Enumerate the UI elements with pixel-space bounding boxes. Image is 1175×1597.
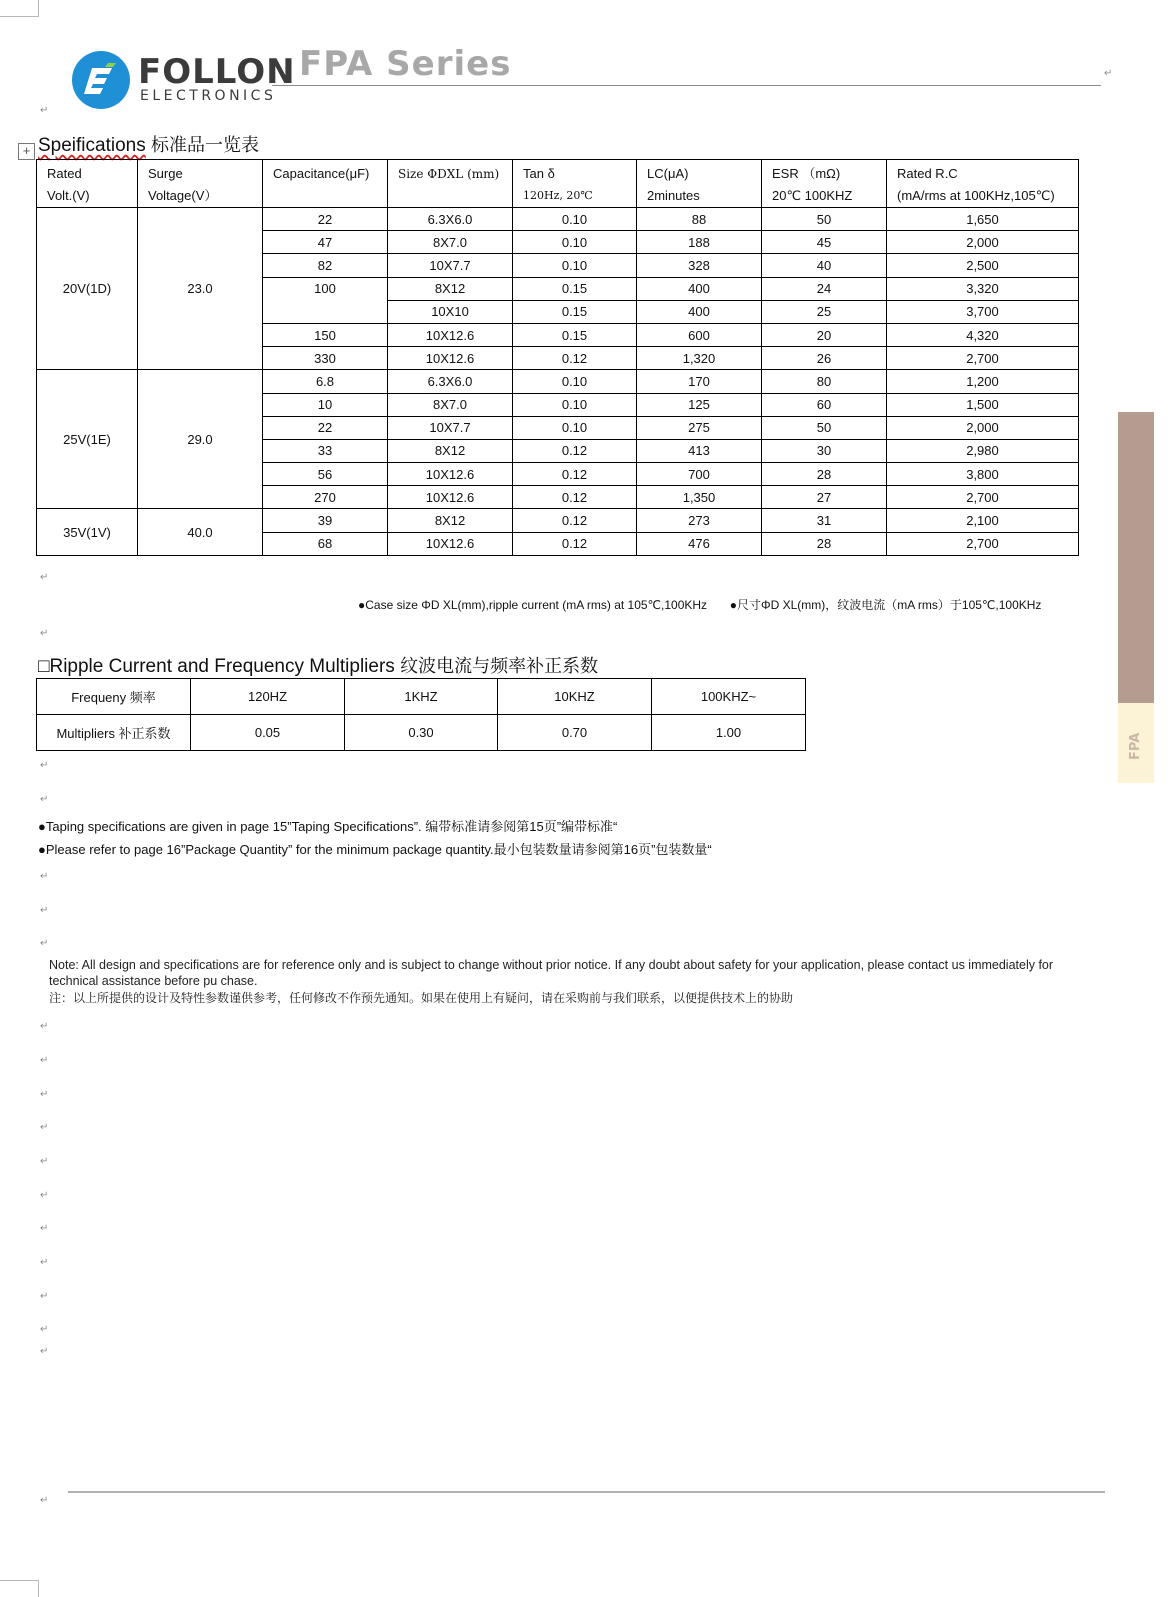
taping-note: ●Taping specifications are given in page 15”Taping Specifications”. 编带标准请参阅第15页”编带标准“ (38, 819, 618, 834)
header-surge-voltage (138, 160, 263, 208)
surge-voltage-cell: 23.0 (138, 208, 263, 370)
paragraph-mark: ↵ (40, 1122, 49, 1133)
esr-cell: 80 (762, 370, 887, 393)
package-note: ●Please refer to page 16”Package Quantity” for the minimum package quantity.最小包装数量请参阅第16页”包装数量“ (38, 842, 712, 857)
lc-cell: 273 (637, 509, 762, 532)
tan-cell: 0.10 (513, 231, 637, 254)
size-cell: 10X12.6 (388, 347, 513, 370)
header-surge-line1: Surge (148, 166, 183, 181)
ripple-current-cell: 3,320 (887, 277, 1079, 300)
esr-cell: 50 (762, 208, 887, 231)
capacitance-cell: 22 (263, 208, 388, 231)
size-cell: 8X7.0 (388, 231, 513, 254)
brand-subtitle: ELECTRONICS (140, 88, 277, 104)
ripple-current-cell: 2,700 (887, 532, 1079, 555)
paragraph-mark: ↵ (40, 1291, 49, 1302)
paragraph-mark: ↵ (40, 1257, 49, 1268)
side-tab (1118, 412, 1154, 703)
lc-cell: 700 (637, 463, 762, 486)
paragraph-mark: ↵ (40, 1223, 49, 1234)
ripple-current-cell: 2,700 (887, 486, 1079, 509)
header-lc-line2: 2minutes (647, 188, 700, 203)
header-lc-line1: LC(μA) (647, 166, 689, 181)
paragraph-mark: ↵ (40, 871, 49, 882)
paragraph-mark: ↵ (40, 1190, 49, 1201)
paragraph-mark: ↵ (40, 572, 49, 583)
lc-cell: 1,320 (637, 347, 762, 370)
spec-title-zh: 标准品一览表 (151, 135, 260, 156)
tan-cell: 0.12 (513, 532, 637, 555)
lc-cell: 88 (637, 208, 762, 231)
ripple-current-cell: 2,980 (887, 439, 1079, 462)
ripple-current-cell: 2,500 (887, 254, 1079, 277)
lc-cell: 476 (637, 532, 762, 555)
esr-cell: 40 (762, 254, 887, 277)
header-rule (272, 85, 1101, 86)
capacitance-cell: 47 (263, 231, 388, 254)
capacitance-cell: 56 (263, 463, 388, 486)
esr-cell: 28 (762, 463, 887, 486)
paragraph-mark: ↵ (40, 1156, 49, 1167)
frequency-cell: 100KHZ~ (652, 679, 806, 715)
header-tan-line1: Tan δ (523, 166, 555, 181)
table-move-handle-icon[interactable]: + (18, 143, 35, 160)
lc-cell: 1,350 (637, 486, 762, 509)
header-tan-line2: 120Hz, 20℃ (523, 189, 593, 202)
multiplier-cell: 0.70 (498, 715, 652, 751)
frequency-row (37, 679, 806, 715)
esr-cell: 30 (762, 439, 887, 462)
header-tan (513, 160, 637, 208)
tan-cell: 0.15 (513, 300, 637, 323)
table-row (37, 208, 1079, 231)
ripple-current-cell: 2,000 (887, 416, 1079, 439)
esr-cell: 26 (762, 347, 887, 370)
ripple-current-cell: 4,320 (887, 323, 1079, 346)
header-ripple-current (887, 160, 1079, 208)
size-cell: 10X12.6 (388, 486, 513, 509)
esr-cell: 27 (762, 486, 887, 509)
spec-section-title (38, 131, 259, 157)
ripple-title-en: □Ripple Current and Frequency Multipliers (38, 656, 395, 677)
header-esr (762, 160, 887, 208)
spec-table (36, 159, 1079, 556)
header-surge-line2: Voltage(V） (148, 188, 218, 203)
header-capacitance-text: Capacitance(μF) (273, 166, 370, 181)
capacitance-cell: 68 (263, 532, 388, 555)
esr-cell: 25 (762, 300, 887, 323)
rated-volt-cell: 35V(1V) (37, 509, 138, 555)
ripple-current-cell: 2,000 (887, 231, 1079, 254)
series-title: FPA Series (299, 44, 512, 84)
table-row (37, 509, 1079, 532)
tan-cell: 0.10 (513, 254, 637, 277)
paragraph-mark: ↵ (40, 1089, 49, 1100)
tan-cell: 0.12 (513, 463, 637, 486)
frequency-label: Frequeny 频率 (37, 679, 191, 715)
esr-cell: 28 (762, 532, 887, 555)
tan-cell: 0.10 (513, 416, 637, 439)
tan-cell: 0.12 (513, 486, 637, 509)
esr-cell: 50 (762, 416, 887, 439)
esr-cell: 20 (762, 323, 887, 346)
lc-cell: 328 (637, 254, 762, 277)
size-cell: 8X12 (388, 439, 513, 462)
header-size-text: Size ΦDXL (mm) (398, 167, 500, 181)
capacitance-cell: 330 (263, 347, 388, 370)
size-cell: 10X12.6 (388, 463, 513, 486)
paragraph-mark: ↵ (40, 628, 49, 639)
spec-title-en: Speifications (38, 135, 146, 156)
capacitance-cell: 270 (263, 486, 388, 509)
ripple-title-zh: 纹波电流与频率补正系数 (400, 656, 599, 677)
tan-cell: 0.10 (513, 370, 637, 393)
paragraph-mark: ↵ (40, 1324, 49, 1335)
capacitance-cell: 22 (263, 416, 388, 439)
capacitance-cell: 33 (263, 439, 388, 462)
brand-name: FOLLON (138, 52, 296, 92)
header-rated-line1: Rated (47, 166, 82, 181)
header-rated-line2: Volt.(V) (47, 188, 90, 203)
tan-cell: 0.12 (513, 509, 637, 532)
size-cell: 8X12 (388, 509, 513, 532)
tan-cell: 0.12 (513, 439, 637, 462)
paragraph-mark: ↵ (40, 1346, 49, 1357)
disclaimer-en: Note: All design and specifications are for reference only and is subject to change without prior notice. If any doubt about safety for your application, please contact us immediately for technical assistance before pu chase. (49, 958, 1054, 988)
multiplier-table (36, 678, 806, 751)
disclaimer-zh: 注：以上所提供的设计及特性参数谨供参考，任何修改不作预先通知。如果在使用上有疑问，请在采购前与我们联系，以便提供技术上的协助 (49, 991, 794, 1005)
surge-voltage-cell: 29.0 (138, 370, 263, 509)
ripple-current-cell: 2,100 (887, 509, 1079, 532)
capacitance-cell: 6.8 (263, 370, 388, 393)
size-cell: 8X7.0 (388, 393, 513, 416)
multiplier-cell: 0.30 (345, 715, 498, 751)
tan-cell: 0.12 (513, 347, 637, 370)
esr-cell: 24 (762, 277, 887, 300)
capacitance-cell: 10 (263, 393, 388, 416)
size-cell: 10X7.7 (388, 416, 513, 439)
surge-voltage-cell: 40.0 (138, 509, 263, 555)
lc-cell: 600 (637, 323, 762, 346)
side-tab-label: FPA (1128, 732, 1143, 760)
logo-e-icon (72, 51, 130, 109)
multiplier-cell: 1.00 (652, 715, 806, 751)
frequency-cell: 120HZ (191, 679, 345, 715)
corner-mark-bottom (0, 1580, 39, 1597)
frequency-cell: 1KHZ (345, 679, 498, 715)
ripple-current-cell: 1,500 (887, 393, 1079, 416)
lc-cell: 275 (637, 416, 762, 439)
header-lc (637, 160, 762, 208)
table-row (37, 370, 1079, 393)
ripple-current-cell: 3,700 (887, 300, 1079, 323)
case-size-note (358, 596, 1041, 613)
size-cell: 10X12.6 (388, 323, 513, 346)
tan-cell: 0.15 (513, 323, 637, 346)
paragraph-mark: ↵ (40, 1495, 49, 1506)
header-rated-volt (37, 160, 138, 208)
lc-cell: 188 (637, 231, 762, 254)
multiplier-label: Multipliers 补正系数 (37, 715, 191, 751)
footer-rule (68, 1491, 1105, 1493)
capacitance-cell: 100 (263, 277, 388, 323)
tan-cell: 0.10 (513, 393, 637, 416)
size-cell: 8X12 (388, 277, 513, 300)
lc-cell: 400 (637, 277, 762, 300)
multiplier-row (37, 715, 806, 751)
ripple-current-cell: 3,800 (887, 463, 1079, 486)
header-ripple-line2: (mA/rms at 100KHz,105℃) (897, 188, 1055, 203)
capacitance-cell: 39 (263, 509, 388, 532)
lc-cell: 413 (637, 439, 762, 462)
multiplier-cell: 0.05 (191, 715, 345, 751)
paragraph-mark: ↵ (40, 1021, 49, 1032)
paragraph-mark: ↵ (40, 794, 49, 805)
paragraph-mark: ↵ (40, 105, 49, 116)
ripple-section-title (38, 652, 598, 678)
frequency-cell: 10KHZ (498, 679, 652, 715)
capacitance-cell: 150 (263, 323, 388, 346)
capacitance-cell: 82 (263, 254, 388, 277)
header-esr-line1: ESR （mΩ) (772, 166, 841, 181)
esr-cell: 60 (762, 393, 887, 416)
esr-cell: 31 (762, 509, 887, 532)
paragraph-mark: ↵ (40, 1055, 49, 1066)
paragraph-mark: ↵ (40, 938, 49, 949)
paragraph-mark: ↵ (40, 905, 49, 916)
lc-cell: 125 (637, 393, 762, 416)
size-cell: 10X7.7 (388, 254, 513, 277)
header-capacitance (263, 160, 388, 208)
header-size (388, 160, 513, 208)
ripple-current-cell: 2,700 (887, 347, 1079, 370)
case-size-note-en: ●Case size ΦD XL(mm),ripple current (mA rms) at 105℃,100KHz (358, 598, 708, 612)
esr-cell: 45 (762, 231, 887, 254)
case-size-note-zh: ●尺寸ΦD XL(mm)，纹波电流（mA rms）于105℃,100KHz (729, 598, 1042, 612)
size-cell: 6.3X6.0 (388, 370, 513, 393)
paragraph-mark: ↵ (1104, 68, 1113, 79)
lc-cell: 400 (637, 300, 762, 323)
paragraph-mark: ↵ (40, 760, 49, 771)
ripple-current-cell: 1,650 (887, 208, 1079, 231)
ripple-current-cell: 1,200 (887, 370, 1079, 393)
size-cell: 10X10 (388, 300, 513, 323)
header-esr-line2: 20℃ 100KHZ (772, 188, 853, 203)
tan-cell: 0.15 (513, 277, 637, 300)
lc-cell: 170 (637, 370, 762, 393)
rated-volt-cell: 25V(1E) (37, 370, 138, 509)
corner-mark-top (0, 0, 39, 17)
size-cell: 10X12.6 (388, 532, 513, 555)
tan-cell: 0.10 (513, 208, 637, 231)
rated-volt-cell: 20V(1D) (37, 208, 138, 370)
header-ripple-line1: Rated R.C (897, 166, 958, 181)
size-cell: 6.3X6.0 (388, 208, 513, 231)
